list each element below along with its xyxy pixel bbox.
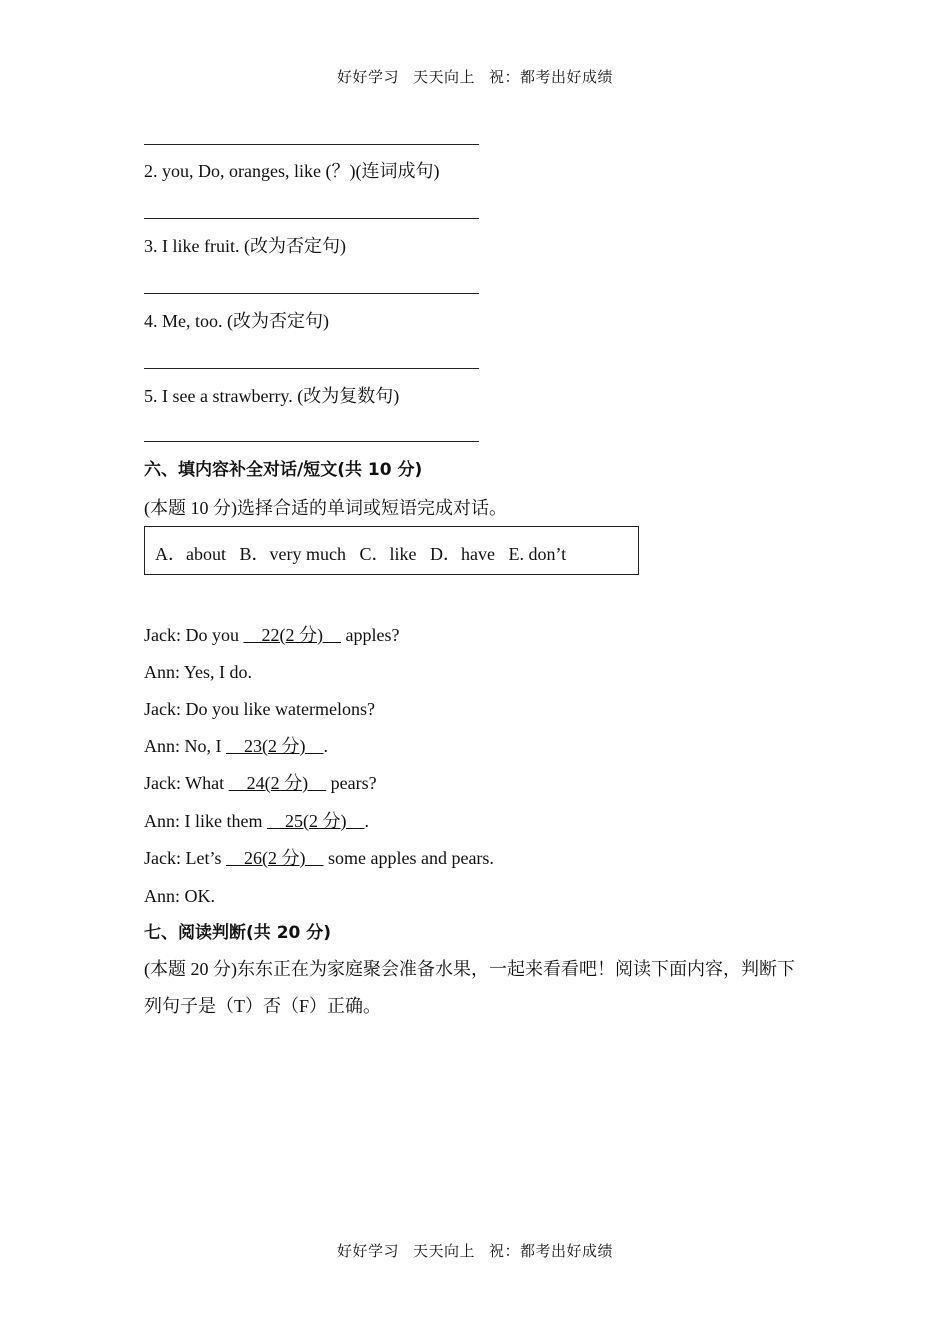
rewrite-item-5: 5. I see a strawberry. (改为复数句)	[144, 386, 400, 406]
section-7-instruction: (本题 20 分)东东正在为家庭聚会准备水果，一起来看看吧！阅读下面内容，判断下列句子是（T）否（F）正确。	[144, 959, 795, 1016]
dialogue-line	[144, 772, 377, 794]
dialogue-text: Ann: OK.	[144, 886, 215, 906]
answer-line-5[interactable]	[144, 441, 479, 442]
page-footer	[0, 1240, 950, 1261]
dialogue-text: Ann: No, I	[144, 736, 226, 756]
blank-23[interactable]: 23(2 分)	[226, 736, 324, 756]
word-options: A．about B．very much C．like D．have E. don’t	[155, 544, 567, 564]
blank-25[interactable]: 25(2 分)	[266, 811, 365, 831]
dialogue-text: .	[323, 736, 328, 756]
dialogue-line	[144, 810, 369, 832]
dialogue-line	[144, 847, 494, 869]
rewrite-item-4: 4. Me, too. (改为否定句)	[144, 311, 329, 331]
blank-22[interactable]: 22(2 分)	[243, 625, 341, 645]
dialogue-text: .	[364, 811, 369, 831]
dialogue-line	[144, 661, 252, 683]
dialogue-text: pears?	[326, 773, 377, 793]
dialogue-text: Jack: Let’s	[144, 848, 226, 868]
dialogue-text: Ann: I like them	[144, 811, 267, 831]
answer-line-1[interactable]	[144, 144, 479, 145]
answer-line-2[interactable]	[144, 218, 479, 219]
section-6-instruction: (本题 10 分)选择合适的单词或短语完成对话。	[144, 498, 507, 518]
rewrite-item-3: 3. I like fruit. (改为否定句)	[144, 236, 346, 256]
answer-line-4[interactable]	[144, 368, 479, 369]
footer-motto-1: 好好学习	[336, 1242, 399, 1260]
header-motto-2: 天天向上	[412, 68, 475, 86]
header-motto-3: 祝：都考出好成绩	[489, 68, 614, 86]
footer-motto-2: 天天向上	[412, 1242, 475, 1260]
answer-line-3[interactable]	[144, 293, 479, 294]
dialogue-text: some apples and pears.	[323, 848, 494, 868]
section-7-title: 七、阅读判断(共 20 分)	[144, 923, 332, 943]
dialogue-text: Jack: Do you like watermelons?	[144, 699, 375, 719]
blank-26[interactable]: 26(2 分)	[225, 848, 324, 868]
dialogue-text: Jack: Do you	[144, 625, 244, 645]
dialogue-line	[144, 885, 215, 907]
dialogue-line	[144, 698, 375, 720]
dialogue-line	[144, 624, 399, 646]
footer-motto-3: 祝：都考出好成绩	[489, 1242, 614, 1260]
dialogue-text: Jack: What	[144, 773, 229, 793]
section-6-title: 六、填内容补全对话/短文(共 10 分)	[144, 460, 423, 480]
dialogue-text: apples?	[340, 625, 400, 645]
page-header	[0, 66, 950, 87]
dialogue-line	[144, 735, 328, 757]
blank-24[interactable]: 24(2 分)	[228, 773, 327, 793]
header-motto-1: 好好学习	[336, 68, 399, 86]
rewrite-item-2: 2. you, Do, oranges, like (？)(连词成句)	[144, 161, 440, 181]
dialogue-text: Ann: Yes, I do.	[144, 662, 253, 682]
word-options-box	[144, 526, 639, 575]
